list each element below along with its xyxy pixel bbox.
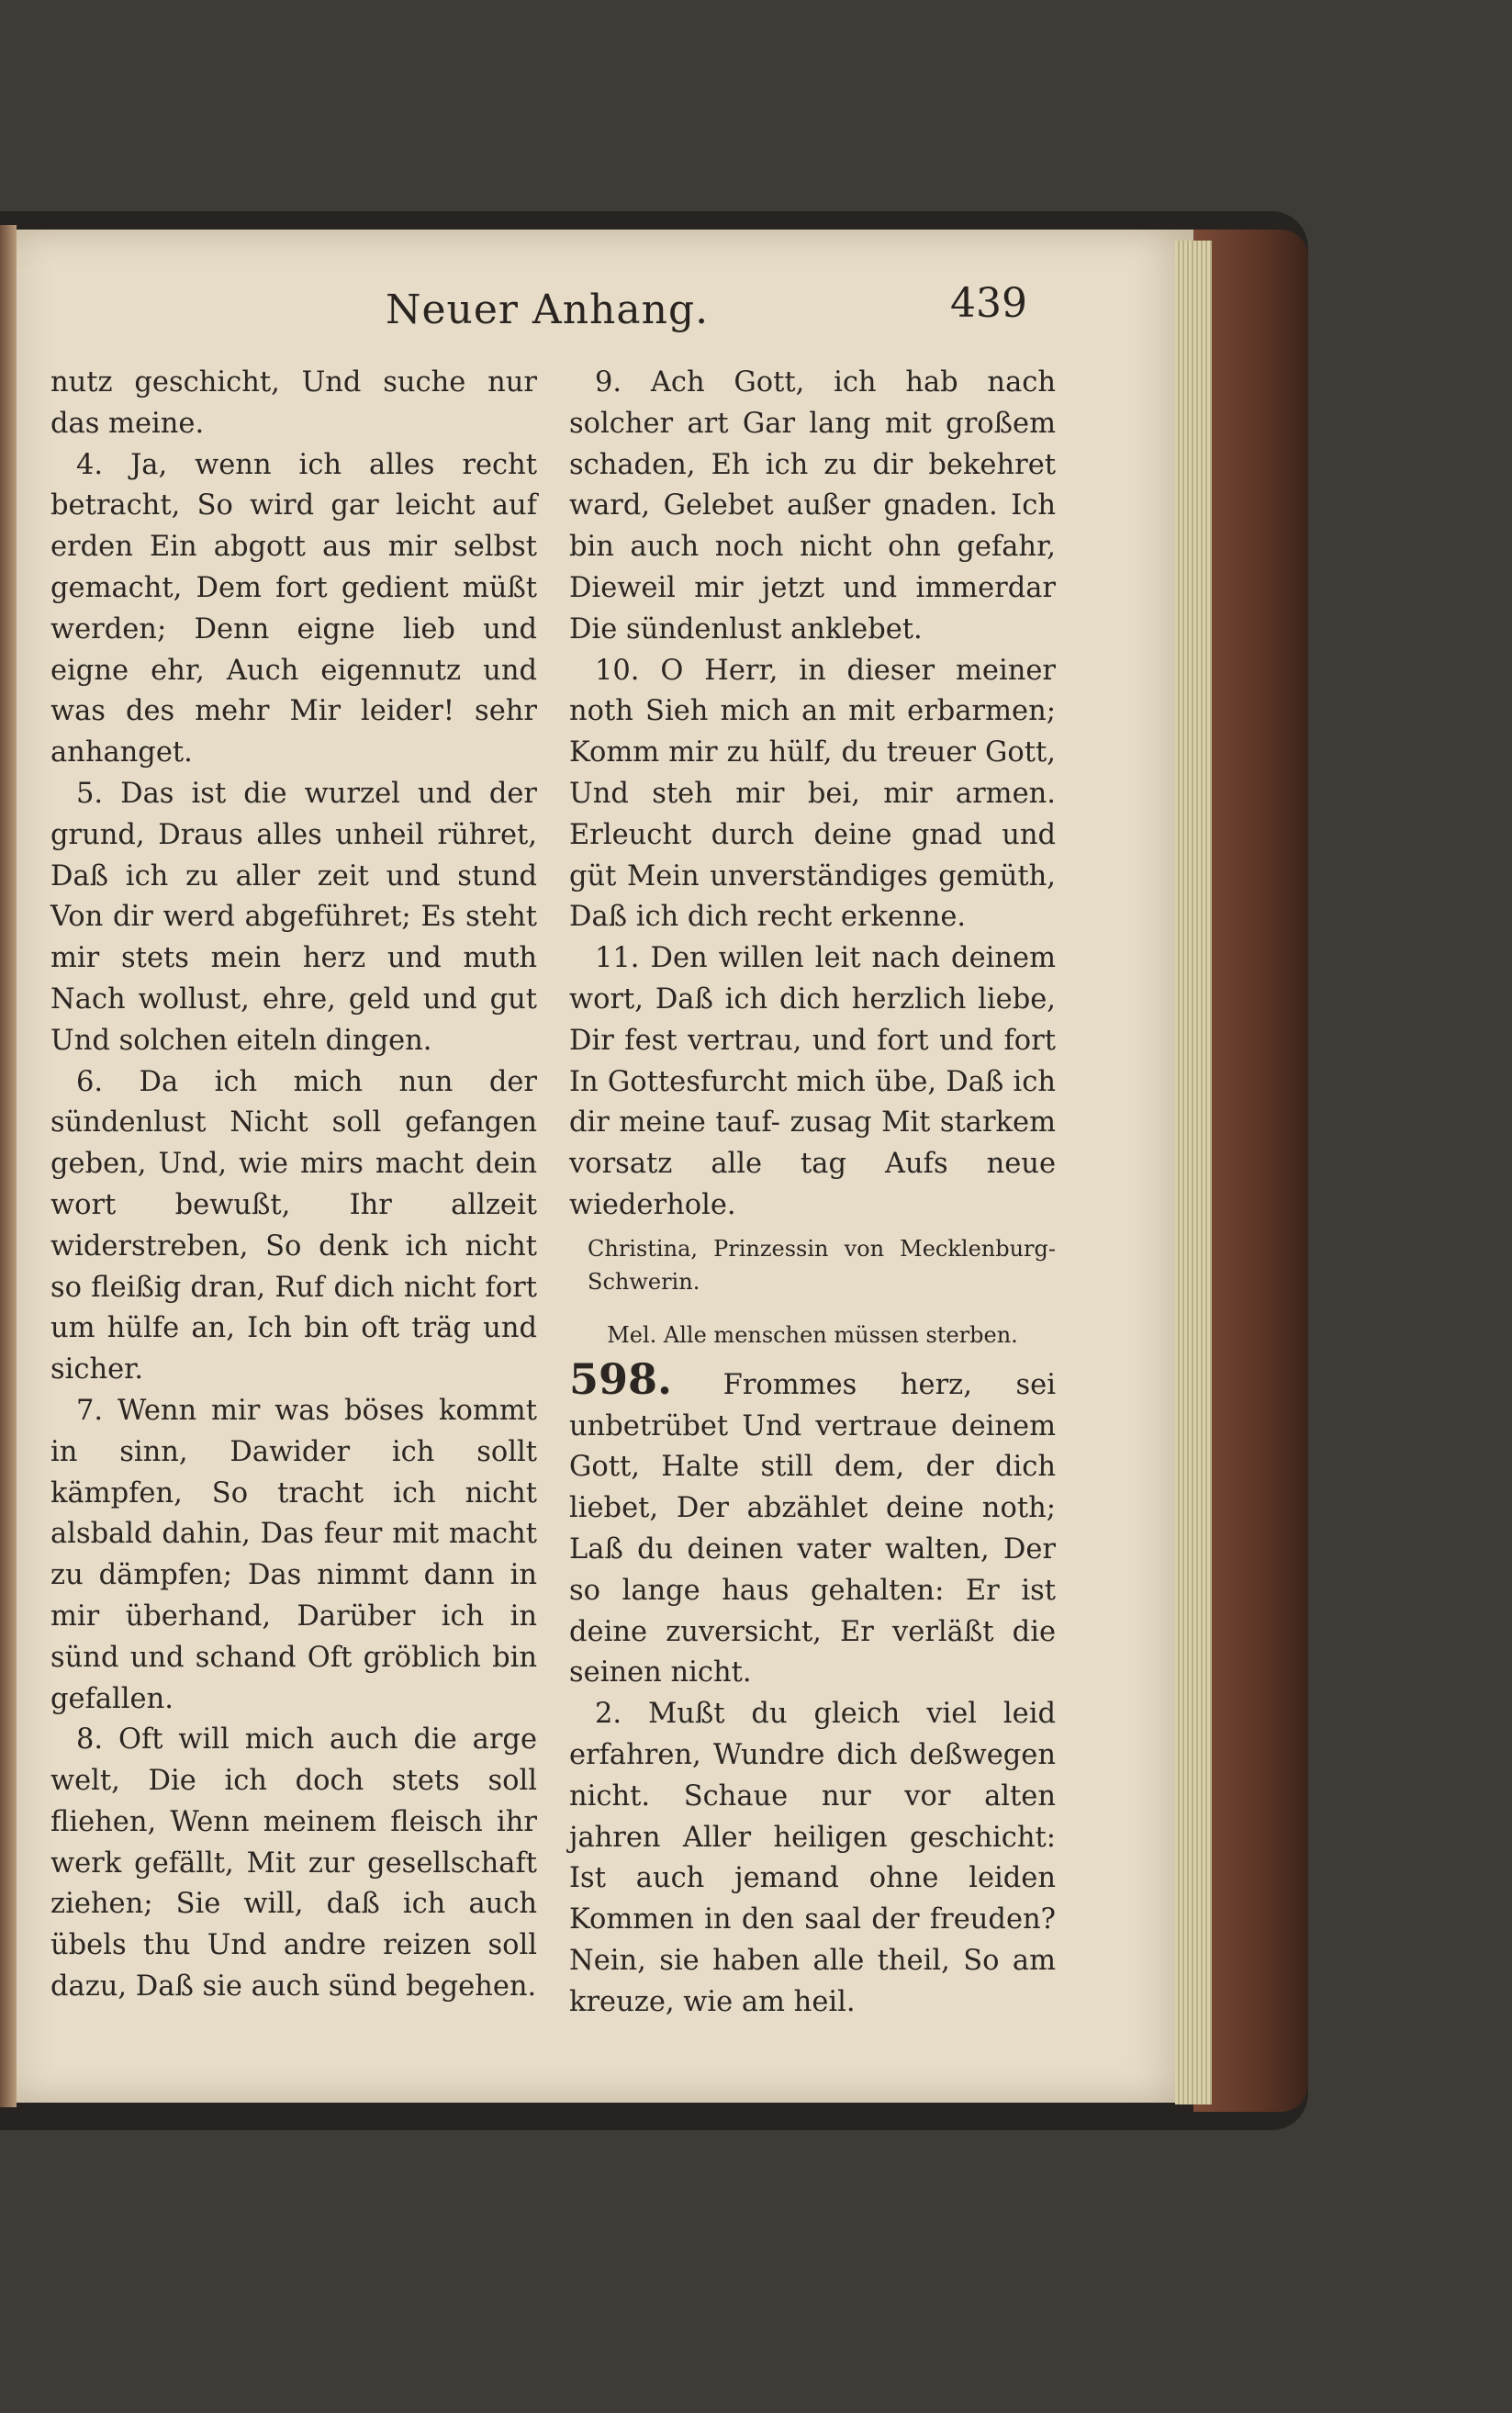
book-gutter (0, 225, 17, 2107)
page-edges (1175, 241, 1212, 2104)
stanza-9: 9. Ach Gott, ich hab nach solcher art Gar lang mit großem schaden, Eh ich zu dir bekehret ward, Gelebet außer gnaden. Ich bin auch noch nicht ohn gefahr, Dieweil mir jetzt und immerdar Die sündenlust anklebet. (569, 366, 1056, 645)
stanza-11: 11. Den willen leit nach deinem wort, Daß ich dich herzlich liebe, Dir fest vertrau, und fort und fort In Gottesfurcht mich übe, Daß ich dir meine tauf- zusag Mit starkem vorsatz alle tag Aufs neue wiederhole. (569, 942, 1056, 1221)
right-column (569, 363, 1056, 2023)
stanza-4: 4. Ja, wenn ich alles recht betracht, So wird gar leicht auf erden Ein abgott aus mir selbst gemacht, Dem fort gedient müßt werden; Denn eigne lieb und eigne ehr, Auch eigennutz und was des mehr Mir leider! sehr anhanget. (50, 448, 537, 769)
left-column (50, 363, 537, 2008)
stanza-5: 5. Das ist die wurzel und der grund, Draus alles unheil rühret, Daß ich zu aller zeit und stund Von dir werd abgeführet; Es steht mir stets mein herz und muth Nach wollust, ehre, geld und gut Und solchen eiteln dingen. (50, 777, 537, 1057)
page-number: 439 (950, 280, 1027, 327)
stanza-8: 8. Oft will mich auch die arge welt, Die ich doch stets soll fliehen, Wenn meinem fleisch ihr werk gefällt, Mit zur gesellschaft ziehen; Sie will, daß ich auch übels thu Und andre reizen soll dazu, Daß sie auch sünd begehen. (50, 1723, 537, 2003)
author-attribution: Christina, Prinzessin von Mecklenburg-Schwerin. (588, 1235, 1056, 1295)
hymn-598-stanza-1 (569, 1353, 1056, 1694)
hymn-number: 598. (569, 1353, 673, 1404)
running-title: Neuer Anhang. (386, 286, 710, 333)
stanza-6: 6. Da ich mich nun der sündenlust Nicht soll gefangen geben, Und, wie mirs macht dein wort bewußt, Ihr allzeit widerstreben, So denk ich nicht so fleißig dran, Ruf dich nicht fort um hülfe an, Ich bin oft träg und sicher. (50, 1065, 537, 1386)
hymn-598-stanza-2: 2. Mußt du gleich viel leid erfahren, Wundre dich deßwegen nicht. Schaue nur vor alten jahren Aller heiligen geschicht: Ist auch jemand ohne leiden Kommen in den saal der freuden? Nein, sie haben alle theil, So am kreuze, wie am heil. (569, 1698, 1056, 2018)
stanza-3-end: nutz geschicht, Und suche nur das meine. (50, 366, 537, 440)
stanza-7: 7. Wenn mir was böses kommt in sinn, Dawider ich sollt kämpfen, So tracht ich nicht alsbald dahin, Das feur mit macht zu dämpfen; Das nimmt dann in mir überhand, Darüber ich in sünd und schand Oft gröblich bin gefallen. (50, 1394, 537, 1715)
melody-line: Mel. Alle menschen müssen sterben. (607, 1321, 1018, 1348)
stanza-10: 10. O Herr, in dieser meiner noth Sieh mich an mit erbarmen; Komm mir zu hülf, du treuer Gott, Und steh mir bei, mir armen. Erleucht durch deine gnad und güt Mein unverständiges gemüth, Daß ich dich recht erkenne. (569, 654, 1056, 934)
hymn-598-text: Frommes herz, sei unbetrübet Und vertraue deinem Gott, Halte still dem, der dich liebet, Der abzählet deine noth; Laß du deinen vater walten, Der so lange haus gehalten: Er ist deine zuversicht, Er verläßt die seinen nicht. (569, 1368, 1056, 1689)
